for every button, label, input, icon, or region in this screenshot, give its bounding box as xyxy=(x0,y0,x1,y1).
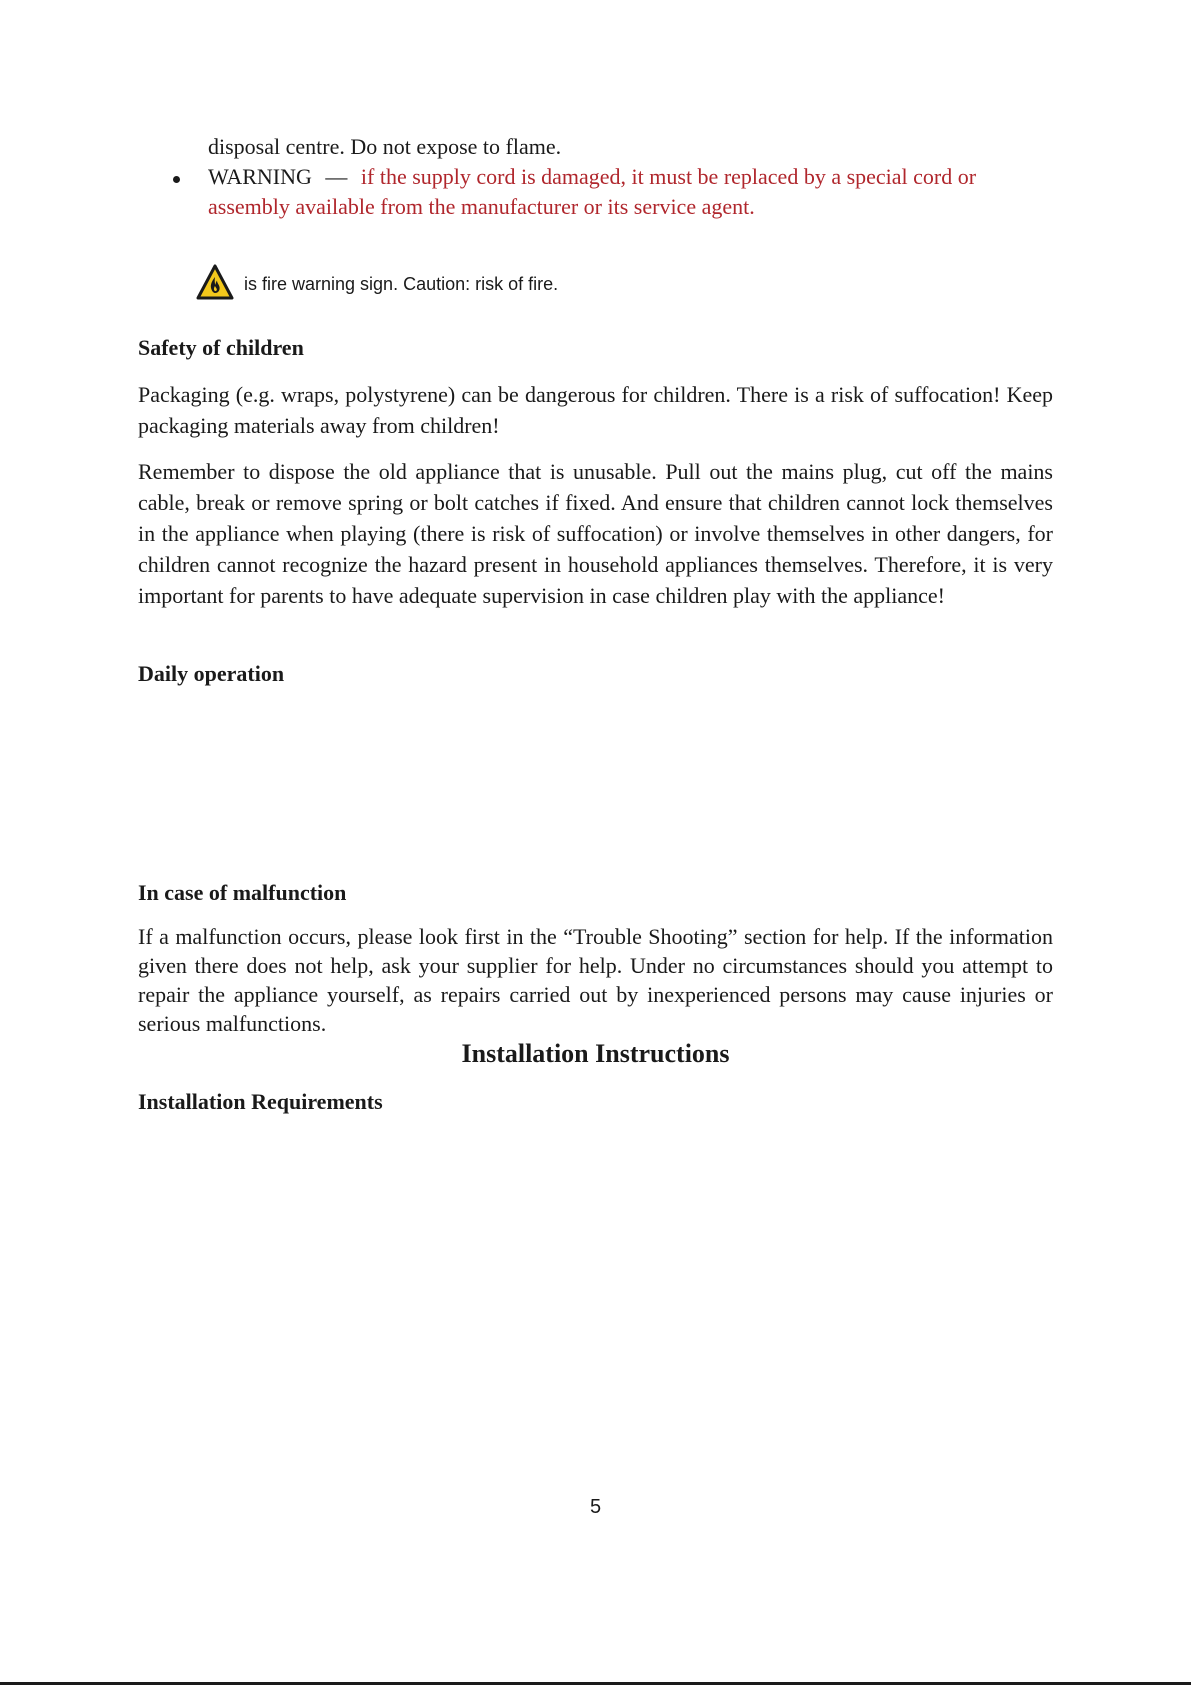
warning-red-text-1: if the supply cord is damaged, it must be replaced by a special cord or xyxy=(360,164,977,189)
safety-children-paragraph-2: Remember to dispose the old appliance that is unusable. Pull out the mains plug, cut off the mains cable, break or remove spring or bolt catches if fixed. And ensure that children cannot lock themselves in the appliance when playing (there is risk of suffocation) or involve themselves in other dangers, for children cannot recognize the hazard present in household appliances themselves. Therefore, it is very important for parents to have adequate supervision in case children play with the appliance! xyxy=(138,459,1053,608)
bullet-dot-icon xyxy=(173,176,180,183)
malfunction-paragraph: If a malfunction occurs, please look first in the “Trouble Shooting” section for help. If the information given there does not help, ask your supplier for help. Under no circumstances should you attempt to repair the appliance yourself, as repairs carried out by inexperienced persons may cause injuries or serious malfunctions. xyxy=(138,924,1053,1036)
fire-warning-icon xyxy=(196,264,234,300)
malfunction-heading: In case of malfunction xyxy=(138,880,347,905)
safety-children-heading: Safety of children xyxy=(138,335,304,360)
warning-red-text-2: assembly available from the manufacturer or its service agent. xyxy=(208,194,755,219)
fire-warning-note: is fire warning sign. Caution: risk of fire. xyxy=(244,274,559,294)
installation-instructions-title: Installation Instructions xyxy=(461,1039,730,1068)
installation-requirements-heading: Installation Requirements xyxy=(138,1089,383,1114)
warning-line-1 xyxy=(208,164,976,190)
disposal-line: disposal centre. Do not expose to flame. xyxy=(208,134,562,159)
daily-operation-heading: Daily operation xyxy=(138,661,285,686)
safety-children-paragraph-1: Packaging (e.g. wraps, polystyrene) can be dangerous for children. There is a risk of suffocation! Keep packaging materials away from children! xyxy=(138,382,1053,438)
warning-dash: — xyxy=(325,164,348,189)
warning-label: WARNING xyxy=(208,164,312,189)
page-number: 5 xyxy=(589,1496,602,1518)
